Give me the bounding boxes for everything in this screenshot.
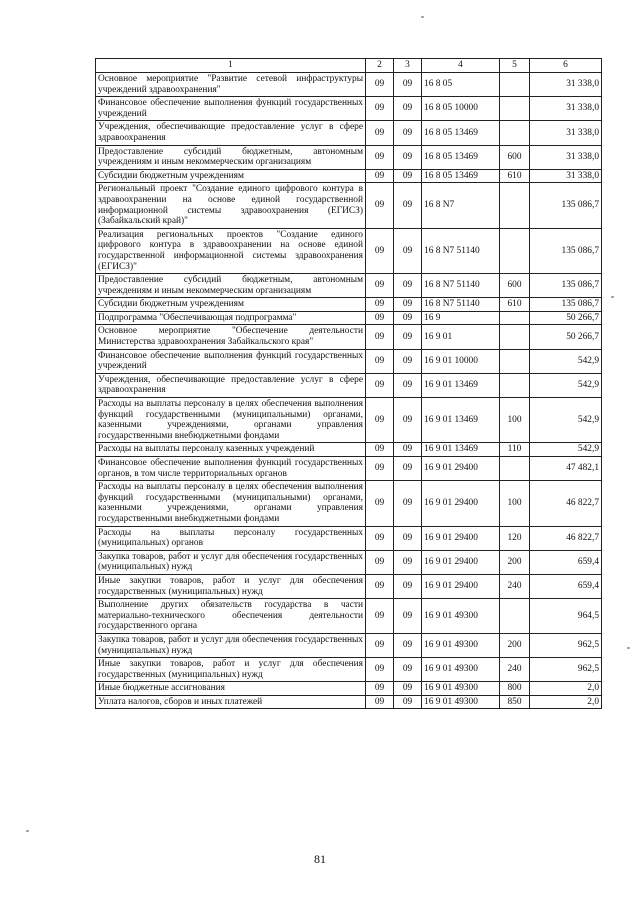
cell-subsection: 09: [394, 228, 422, 273]
table-row: [96, 658, 602, 682]
cell-name: Субсидии бюджетным учреждениям: [96, 298, 366, 312]
cell-amount: 46 822,7: [530, 481, 602, 526]
cell-subsection: 09: [394, 373, 422, 397]
table-body: [96, 73, 602, 709]
cell-section: 09: [366, 311, 394, 325]
cell-section: 09: [366, 574, 394, 598]
cell-subsection: 09: [394, 325, 422, 349]
cell-expense-type: [500, 349, 530, 373]
cell-expense-type: [500, 183, 530, 228]
cell-amount: 46 822,7: [530, 526, 602, 550]
cell-subsection: 09: [394, 574, 422, 598]
table-row: [96, 121, 602, 145]
cell-section: 09: [366, 633, 394, 657]
cell-target-article: 16 8 N7 51140: [422, 298, 500, 312]
cell-name: Расходы на выплаты персоналу в целях обеспечения выполнения функций государственными (муниципальными) органами, казенными учреждениями, органами управления государственными внебюджетными фондами: [96, 481, 366, 526]
cell-name: Подпрограмма "Обеспечивающая подпрограмма": [96, 311, 366, 325]
cell-section: 09: [366, 481, 394, 526]
cell-amount: 2,0: [530, 695, 602, 709]
scan-speck: [627, 647, 630, 649]
cell-amount: 31 338,0: [530, 169, 602, 183]
cell-target-article: 16 8 05 13469: [422, 145, 500, 169]
cell-target-article: 16 9 01 29400: [422, 457, 500, 481]
cell-name: Учреждения, обеспечивающие предоставление услуг в сфере здравоохранения: [96, 373, 366, 397]
cell-target-article: 16 9 01 29400: [422, 526, 500, 550]
cell-expense-type: [500, 73, 530, 97]
cell-name: Закупка товаров, работ и услуг для обеспечения государственных (муниципальных) нужд: [96, 633, 366, 657]
cell-target-article: 16 9 01 49300: [422, 658, 500, 682]
cell-section: 09: [366, 658, 394, 682]
cell-amount: 542,9: [530, 349, 602, 373]
cell-target-article: 16 8 N7 51140: [422, 274, 500, 298]
cell-expense-type: [500, 599, 530, 634]
cell-name: Предоставление субсидий бюджетным, автономным учреждениям и иным некоммерческим организациям: [96, 145, 366, 169]
table-row: [96, 311, 602, 325]
cell-amount: 50 266,7: [530, 325, 602, 349]
cell-name: Учреждения, обеспечивающие предоставление услуг в сфере здравоохранения: [96, 121, 366, 145]
table-row: [96, 183, 602, 228]
cell-target-article: 16 9 01 49300: [422, 599, 500, 634]
cell-amount: 135 086,7: [530, 274, 602, 298]
table-row: [96, 298, 602, 312]
cell-subsection: 09: [394, 682, 422, 696]
cell-expense-type: 110: [500, 443, 530, 457]
cell-section: 09: [366, 373, 394, 397]
table-row: [96, 526, 602, 550]
cell-target-article: 16 9 01: [422, 325, 500, 349]
cell-subsection: 09: [394, 457, 422, 481]
cell-target-article: 16 9 01 29400: [422, 574, 500, 598]
cell-expense-type: 600: [500, 274, 530, 298]
cell-amount: 964,5: [530, 599, 602, 634]
cell-name: Иные бюджетные ассигнования: [96, 682, 366, 696]
table-row: [96, 695, 602, 709]
table-row: [96, 481, 602, 526]
cell-expense-type: [500, 97, 530, 121]
cell-section: 09: [366, 121, 394, 145]
cell-expense-type: [500, 457, 530, 481]
header-col-1: 1: [96, 59, 366, 73]
cell-expense-type: [500, 311, 530, 325]
cell-amount: 135 086,7: [530, 183, 602, 228]
cell-section: 09: [366, 457, 394, 481]
cell-subsection: 09: [394, 73, 422, 97]
cell-subsection: 09: [394, 169, 422, 183]
cell-amount: 2,0: [530, 682, 602, 696]
cell-target-article: 16 9 01 29400: [422, 550, 500, 574]
cell-name: Расходы на выплаты персоналу казенных учреждений: [96, 443, 366, 457]
cell-section: 09: [366, 73, 394, 97]
cell-subsection: 09: [394, 97, 422, 121]
cell-name: Финансовое обеспечение выполнения функций государственных учреждений: [96, 97, 366, 121]
cell-section: 09: [366, 97, 394, 121]
cell-expense-type: 240: [500, 658, 530, 682]
cell-name: Выполнение других обязательств государства в части материально-технического обеспечения деятельности государственного органа: [96, 599, 366, 634]
cell-name: Закупка товаров, работ и услуг для обеспечения государственных (муниципальных) нужд: [96, 550, 366, 574]
cell-target-article: 16 8 N7: [422, 183, 500, 228]
cell-section: 09: [366, 298, 394, 312]
table-row: [96, 443, 602, 457]
cell-section: 09: [366, 325, 394, 349]
table-row: [96, 349, 602, 373]
cell-subsection: 09: [394, 121, 422, 145]
cell-subsection: 09: [394, 599, 422, 634]
cell-amount: 542,9: [530, 443, 602, 457]
table-row: [96, 574, 602, 598]
table-row: [96, 145, 602, 169]
header-col-4: 4: [422, 59, 500, 73]
cell-subsection: 09: [394, 183, 422, 228]
cell-target-article: 16 9 01 13469: [422, 398, 500, 443]
cell-expense-type: 610: [500, 298, 530, 312]
cell-target-article: 16 8 05 13469: [422, 121, 500, 145]
table-row: [96, 682, 602, 696]
cell-expense-type: 200: [500, 633, 530, 657]
cell-amount: 135 086,7: [530, 228, 602, 273]
table-row: [96, 550, 602, 574]
cell-amount: 31 338,0: [530, 73, 602, 97]
scan-speck: [611, 296, 614, 298]
cell-subsection: 09: [394, 274, 422, 298]
cell-subsection: 09: [394, 658, 422, 682]
cell-expense-type: 120: [500, 526, 530, 550]
cell-section: 09: [366, 228, 394, 273]
cell-amount: 659,4: [530, 574, 602, 598]
cell-subsection: 09: [394, 481, 422, 526]
cell-amount: 47 482,1: [530, 457, 602, 481]
table-row: [96, 325, 602, 349]
table-header-row: [96, 59, 602, 73]
cell-target-article: 16 9 01 49300: [422, 633, 500, 657]
header-col-5: 5: [500, 59, 530, 73]
cell-section: 09: [366, 145, 394, 169]
table-row: [96, 274, 602, 298]
cell-subsection: 09: [394, 443, 422, 457]
cell-expense-type: 600: [500, 145, 530, 169]
table-row: [96, 169, 602, 183]
cell-amount: 659,4: [530, 550, 602, 574]
cell-target-article: 16 9 01 49300: [422, 682, 500, 696]
cell-subsection: 09: [394, 526, 422, 550]
cell-target-article: 16 9 01 49300: [422, 695, 500, 709]
cell-amount: 542,9: [530, 373, 602, 397]
cell-name: Финансовое обеспечение выполнения функций государственных учреждений: [96, 349, 366, 373]
cell-subsection: 09: [394, 311, 422, 325]
cell-subsection: 09: [394, 550, 422, 574]
cell-amount: 31 338,0: [530, 145, 602, 169]
cell-expense-type: 800: [500, 682, 530, 696]
cell-section: 09: [366, 169, 394, 183]
cell-section: 09: [366, 349, 394, 373]
cell-amount: 962,5: [530, 633, 602, 657]
cell-target-article: 16 8 N7 51140: [422, 228, 500, 273]
header-col-2: 2: [366, 59, 394, 73]
scan-speck: [26, 830, 29, 832]
cell-name: Расходы на выплаты персоналу в целях обеспечения выполнения функций государственными (муниципальными) органами, казенными учреждениями, органами управления государственными внебюджетными фондами: [96, 398, 366, 443]
cell-target-article: 16 8 05 10000: [422, 97, 500, 121]
table-row: [96, 228, 602, 273]
cell-expense-type: [500, 373, 530, 397]
cell-target-article: 16 9: [422, 311, 500, 325]
cell-subsection: 09: [394, 695, 422, 709]
budget-table: [95, 58, 602, 709]
cell-target-article: 16 9 01 13469: [422, 373, 500, 397]
cell-expense-type: 610: [500, 169, 530, 183]
cell-name: Иные закупки товаров, работ и услуг для обеспечения государственных (муниципальных) нужд: [96, 574, 366, 598]
cell-amount: 962,5: [530, 658, 602, 682]
cell-amount: 542,9: [530, 398, 602, 443]
cell-expense-type: 850: [500, 695, 530, 709]
cell-target-article: 16 9 01 10000: [422, 349, 500, 373]
table-row: [96, 373, 602, 397]
cell-section: 09: [366, 398, 394, 443]
cell-target-article: 16 8 05: [422, 73, 500, 97]
cell-section: 09: [366, 443, 394, 457]
cell-target-article: 16 9 01 13469: [422, 443, 500, 457]
cell-subsection: 09: [394, 398, 422, 443]
cell-amount: 50 266,7: [530, 311, 602, 325]
cell-name: Региональный проект "Создание единого цифрового контура в здравоохранении на основе единой государственной информационной системы здравоохранения (ЕГИСЗ) (Забайкальский край)": [96, 183, 366, 228]
cell-name: Основное мероприятие "Обеспечение деятельности Министерства здравоохранения Забайкальского края": [96, 325, 366, 349]
header-col-6: 6: [530, 59, 602, 73]
cell-target-article: 16 9 01 29400: [422, 481, 500, 526]
table-row: [96, 398, 602, 443]
cell-expense-type: [500, 121, 530, 145]
cell-name: Основное мероприятие "Развитие сетевой инфраструктуры учреждений здравоохранения": [96, 73, 366, 97]
cell-name: Финансовое обеспечение выполнения функций государственных органов, в том числе территориальных органов: [96, 457, 366, 481]
cell-amount: 135 086,7: [530, 298, 602, 312]
cell-expense-type: 240: [500, 574, 530, 598]
cell-amount: 31 338,0: [530, 97, 602, 121]
cell-section: 09: [366, 183, 394, 228]
table-row: [96, 599, 602, 634]
cell-subsection: 09: [394, 633, 422, 657]
cell-name: Субсидии бюджетным учреждениям: [96, 169, 366, 183]
table-row: [96, 457, 602, 481]
cell-name: Расходы на выплаты персоналу государственных (муниципальных) органов: [96, 526, 366, 550]
cell-name: Иные закупки товаров, работ и услуг для обеспечения государственных (муниципальных) нужд: [96, 658, 366, 682]
table-row: [96, 97, 602, 121]
cell-section: 09: [366, 682, 394, 696]
cell-name: Уплата налогов, сборов и иных платежей: [96, 695, 366, 709]
page-number: 81: [314, 852, 326, 866]
cell-name: Реализация региональных проектов "Создание единого цифрового контура в здравоохранении на основе единой государственной информационной системы здравоохранения (ЕГИСЗ)": [96, 228, 366, 273]
table-row: [96, 73, 602, 97]
cell-target-article: 16 8 05 13469: [422, 169, 500, 183]
cell-expense-type: [500, 228, 530, 273]
cell-section: 09: [366, 526, 394, 550]
header-col-3: 3: [394, 59, 422, 73]
cell-subsection: 09: [394, 298, 422, 312]
cell-section: 09: [366, 274, 394, 298]
cell-section: 09: [366, 599, 394, 634]
cell-expense-type: 100: [500, 481, 530, 526]
cell-expense-type: 100: [500, 398, 530, 443]
cell-amount: 31 338,0: [530, 121, 602, 145]
cell-expense-type: 200: [500, 550, 530, 574]
cell-subsection: 09: [394, 145, 422, 169]
table-row: [96, 633, 602, 657]
cell-section: 09: [366, 550, 394, 574]
scan-speck: [421, 16, 424, 18]
cell-expense-type: [500, 325, 530, 349]
cell-subsection: 09: [394, 349, 422, 373]
cell-section: 09: [366, 695, 394, 709]
cell-name: Предоставление субсидий бюджетным, автономным учреждениям и иным некоммерческим организациям: [96, 274, 366, 298]
